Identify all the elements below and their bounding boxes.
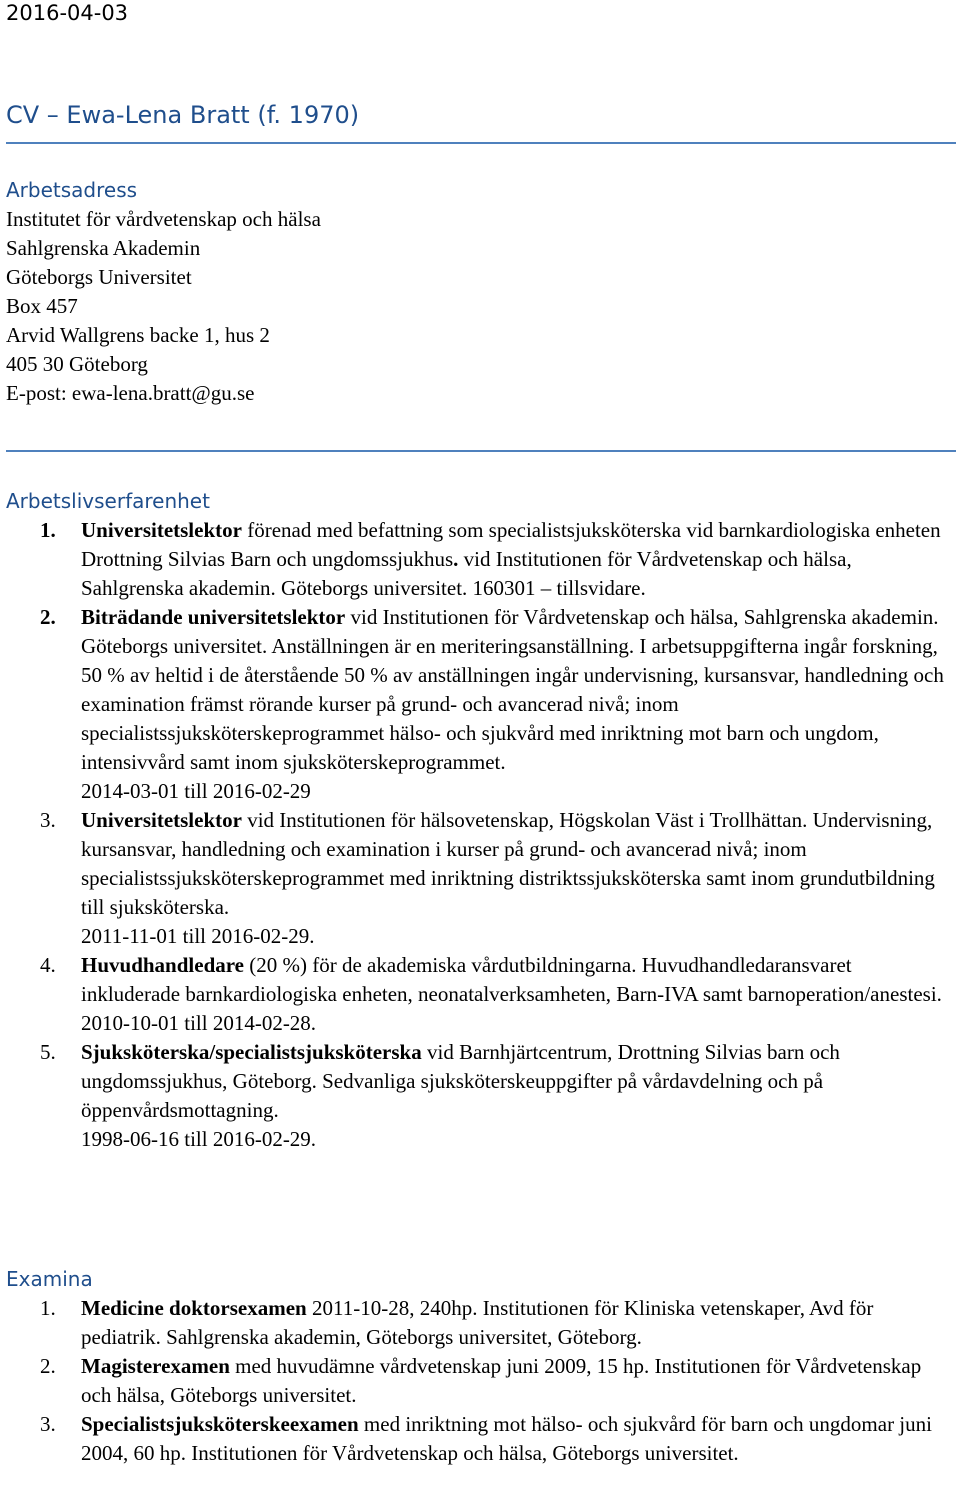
job-title: Biträdande universitetslektor	[81, 605, 346, 629]
job-title: Universitetslektor	[81, 518, 242, 542]
item-number: 4.	[40, 953, 56, 977]
item-number: 2.	[40, 605, 56, 629]
degree-title: Specialistsjuksköterskeexamen	[81, 1412, 359, 1436]
item-number: 1.	[40, 1296, 56, 1320]
item-number: 3.	[40, 808, 56, 832]
address-line: Sahlgrenska Akademin	[6, 236, 201, 260]
job-title: Huvudhandledare	[81, 953, 245, 977]
job-period: 2011-11-01 till 2016-02-29.	[81, 924, 315, 948]
item-number: 5.	[40, 1040, 56, 1064]
experience-list	[0, 516, 960, 1154]
address-line: Arvid Wallgrens backe 1, hus 2	[6, 323, 270, 347]
experience-item	[0, 516, 951, 603]
page-title: CV – Ewa-Lena Bratt (f. 1970)	[6, 101, 360, 129]
job-description: (20 %) för de akademiska vårdutbildningarna. Huvudhandledaransvaret inkluderade barnkardiologiska enheten, neonatalverksamheten, Barn-IVA samt barnoperation/anestesi.	[81, 953, 942, 1006]
section-divider	[6, 450, 956, 452]
degree-item	[0, 1410, 951, 1468]
job-period: 2010-10-01 till 2014-02-28.	[81, 1011, 317, 1035]
job-separator: .	[453, 547, 459, 571]
job-period: 2014-03-01 till 2016-02-29	[81, 779, 311, 803]
degrees-heading: Examina	[6, 1267, 93, 1291]
address-line: Institutet för vårdvetenskap och hälsa	[6, 207, 321, 231]
address-block	[6, 205, 321, 408]
job-description: vid Barnhjärtcentrum, Drottning Silvias barn och ungdomssjukhus, Göteborg. Sedvanliga sjuksköterskeuppgifter på vårdavdelning och på öppenvårdsmottagning.	[81, 1040, 840, 1122]
item-number: 3.	[40, 1412, 56, 1436]
degrees-list	[0, 1294, 960, 1468]
item-number: 1.	[40, 518, 56, 542]
document-date: 2016-04-03	[6, 1, 129, 25]
experience-item	[0, 1038, 951, 1154]
degree-item	[0, 1352, 951, 1410]
degree-description: med inriktning mot hälso- och sjukvård för barn och ungdomar juni 2004, 60 hp. Institutionen för Vårdvetenskap och hälsa, Göteborgs universitet.	[81, 1412, 932, 1465]
email-line: E-post: ewa-lena.bratt@gu.se	[6, 381, 255, 405]
job-description: vid Institutionen för Vårdvetenskap och hälsa, Sahlgrenska akademin. Göteborgs universitet. Anställningen är en meriteringsanställning. I arbetsuppgifterna ingår forskning, 50 % av heltid i de återstående 50 % av anställningen ingår undervisning, kursansvar, handledning och examination främst rörande kurser på grund- och avancerad nivå; inom specialistssjuksköterskeprogrammet hälso- och sjukvård med inriktning mot barn och ungdom, intensivvård samt inom sjuksköterskeprogrammet.	[81, 605, 944, 774]
degree-description: 2011-10-28, 240hp. Institutionen för Kliniska vetenskaper, Avd för pediatrik. Sahlgrenska akademin, Göteborgs universitet, Göteborg.	[81, 1296, 874, 1349]
degree-title: Medicine doktorsexamen	[81, 1296, 307, 1320]
experience-item	[0, 806, 951, 951]
address-line: Box 457	[6, 294, 78, 318]
experience-item	[0, 603, 951, 806]
job-period: 1998-06-16 till 2016-02-29.	[81, 1127, 317, 1151]
job-description: vid Institutionen för hälsovetenskap, Högskolan Väst i Trollhättan. Undervisning, kursansvar, handledning och examination i kurser på grund- och avancerad nivå; inom specialistssjuksköterskeprogrammet med inriktning distriktssjuksköterska samt inom grundutbildning till sjuksköterska.	[81, 808, 935, 919]
experience-heading: Arbetslivserfarenhet	[6, 489, 210, 513]
address-line: Göteborgs Universitet	[6, 265, 192, 289]
address-heading: Arbetsadress	[6, 178, 138, 202]
degree-title: Magisterexamen	[81, 1354, 230, 1378]
job-title: Universitetslektor	[81, 808, 242, 832]
experience-item	[0, 951, 951, 1038]
degree-item	[0, 1294, 951, 1352]
title-divider	[6, 142, 956, 144]
job-description: förenad med befattning som specialistsjuksköterska vid barnkardiologiska enheten Drottning Silvias Barn och ungdomssjukhus	[81, 518, 941, 571]
degree-description: med huvudämne vårdvetenskap juni 2009, 15 hp. Institutionen för Vårdvetenskap och hälsa, Göteborgs universitet.	[81, 1354, 922, 1407]
job-title: Sjuksköterska/specialistsjuksköterska	[81, 1040, 422, 1064]
item-number: 2.	[40, 1354, 56, 1378]
job-description-cont: vid Institutionen för Vårdvetenskap och hälsa, Sahlgrenska akademin. Göteborgs universitet. 160301 – tillsvidare.	[81, 547, 852, 600]
address-line: 405 30 Göteborg	[6, 352, 148, 376]
